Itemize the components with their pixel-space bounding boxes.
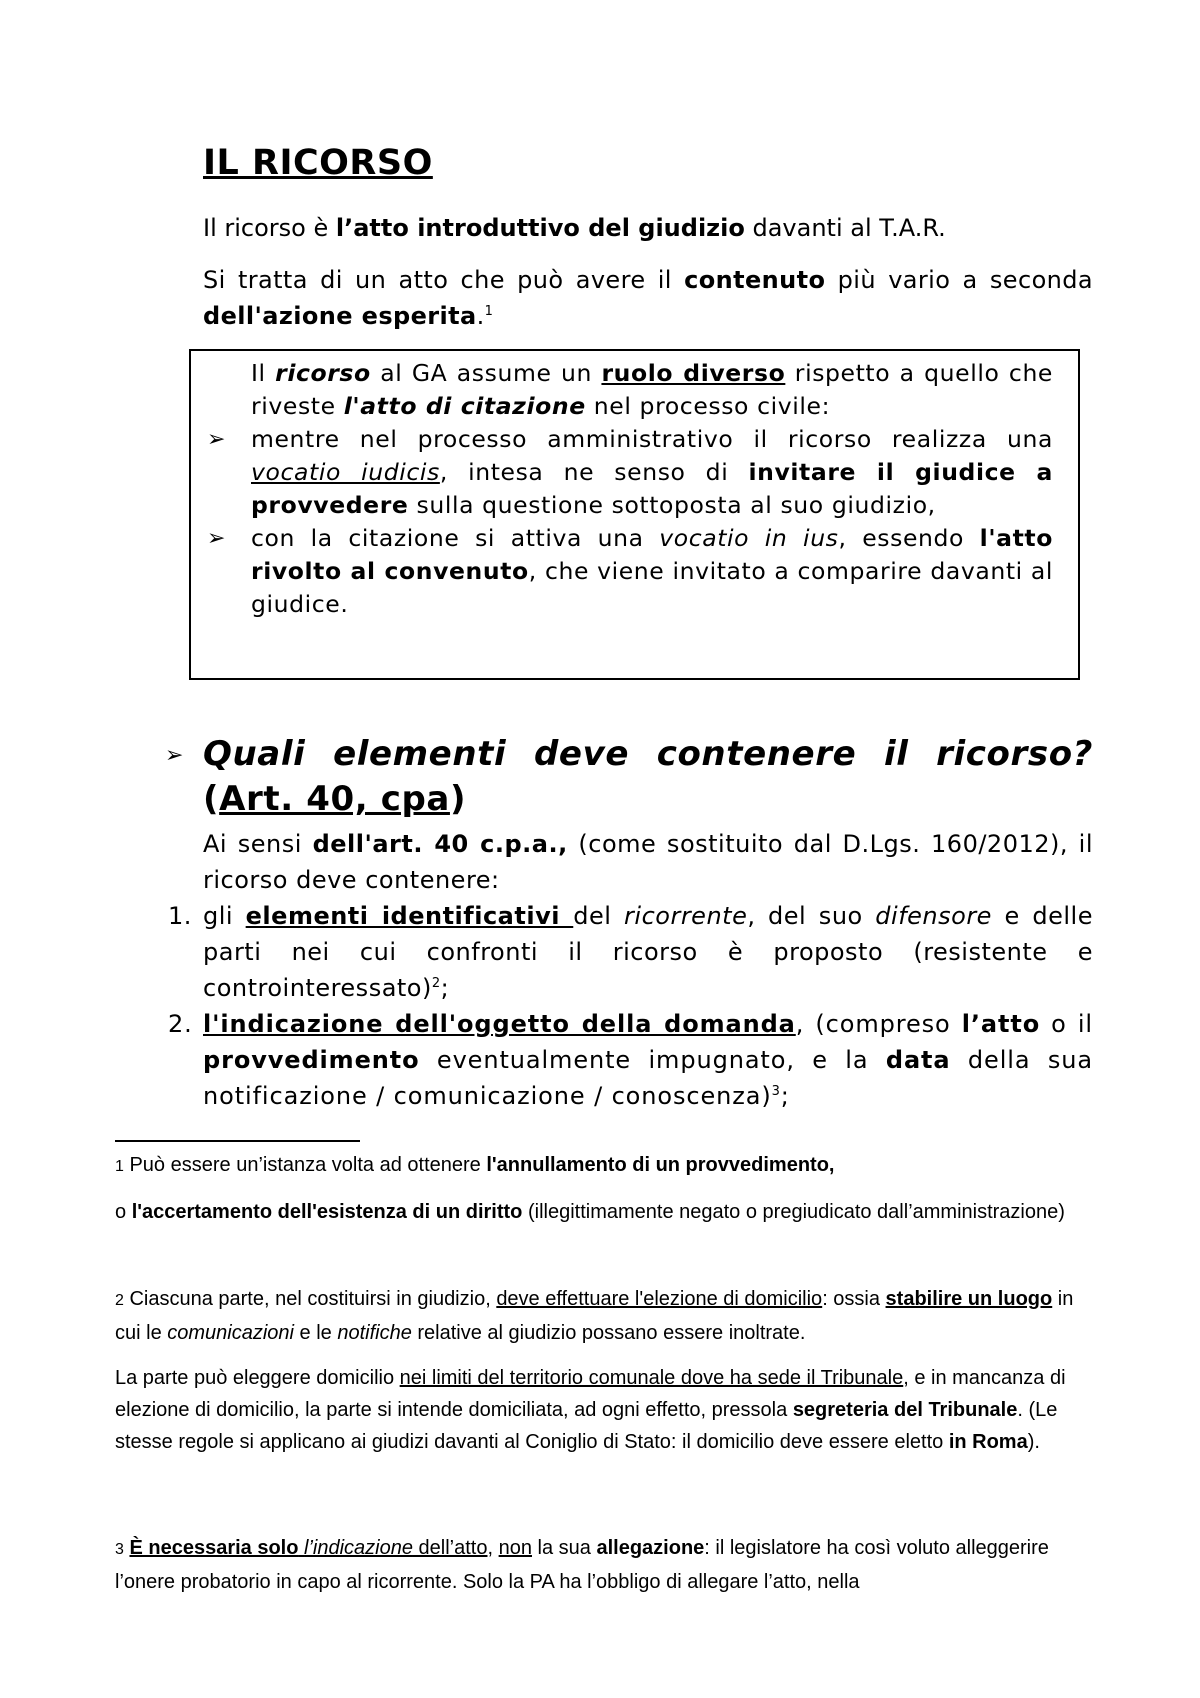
list-item: 2. l'indicazione dell'oggetto della domanda, (compreso l’atto o il provvedimento eventualmente impugnato, e la data della sua notificazione / comunicazione / conoscenza)$^3$; — [168, 1010, 1093, 1110]
arrow-bullet-icon: ➢ — [165, 743, 184, 768]
box-bullet-item: ➢ con la citazione si attiva una vocatio in ius, essendo l'atto rivolto al convenuto, che viene invitato a comparire davanti al giudice. — [207, 524, 1054, 618]
highlight-box — [189, 349, 1080, 680]
arrow-bullet-icon: ➢ — [207, 427, 227, 452]
box-bullet-item: ➢ mentre nel processo amministrativo il ricorso realizza una vocatio iudicis, intesa ne senso di invitare il giudice a provvedere sulla questione sottoposta al suo giudizio, — [207, 425, 1053, 519]
footnote-ref[interactable]: 1 — [484, 304, 494, 319]
footnote-2: 2 Ciascuna parte, nel costituirsi in giudizio, deve effettuare l'elezione di domicilio: ossia stabilire un luogo in cui le comunicazioni e le notifiche relative al giudizio possano essere inoltrate. — [115, 1288, 1074, 1344]
footnote-1-continued: o l'accertamento dell'esistenza di un diritto (illegittimamente negato o pregiudicato dall’amministrazione) — [115, 1201, 1065, 1223]
footnote-1: 1 Può essere un’istanza volta ad ottenere l'annullamento di un provvedimento, — [115, 1154, 835, 1176]
footnote-ref[interactable]: 2 — [431, 976, 441, 991]
box-paragraph: Il ricorso al GA assume un ruolo diverso rispetto a quello che riveste l'atto di citazione nel processo civile: — [251, 359, 1053, 420]
footnote-ref[interactable]: 3 — [771, 1084, 781, 1099]
footnote-3: 3 È necessaria solo l’indicazione dell’atto, non la sua allegazione: il legislatore ha così voluto alleggerire l’onere probatorio in capo al ricorrente. Solo la PA ha l’obbligo di allegare l’atto, nella — [115, 1537, 1049, 1593]
footnote-2-continued: La parte può eleggere domicilio nei limiti del territorio comunale dove ha sede il Tribunale, e in mancanza di elezione di domicilio, la parte si intende domiciliata, ad ogni effetto, pressola segreteria del Tribunale. (Le stesse regole si applicano ai giudizi davanti al Coniglio di Stato: il domicilio deve essere eletto in Roma). — [115, 1367, 1066, 1453]
list-item: 1. gli elementi identificativi del ricorrente, del suo difensore e delle parti nei cui confronti il ricorso è proposto (resistente e controinteressato)$^2$; — [168, 902, 1093, 1002]
footnote-separator — [115, 1140, 360, 1142]
content-paragraph: Si tratta di un atto che può avere il contenuto più vario a seconda dell'azione esperita.$^1$ — [203, 266, 1094, 330]
requirements-list — [168, 898, 1093, 1114]
document-page: IL RICORSO Il ricorso è l’atto introduttivo del giudizio davanti al T.A.R. Si tratta di un atto che può avere il contenuto più vario a seconda dell'azione esperita.$^1$ Il ricorso al GA assume un ruolo diverso rispetto a quello che riveste l'atto di citazione nel processo civile: ➢ mentre nel processo amministrativo il ricorso realizza una vocatio iudicis, intesa ne senso di invitare il giudice a provvedere sulla questione sottoposta al suo giudizio, ➢ con la citazione si attiva una vocatio in ius, essendo l'atto rivolto al convenuto, che viene invitato a comparire davanti al giudice. ➢ Quali elementi deve contenere il ricorso? (Art. 40, cpa) Ai sensi dell'art. 40 c.p.a., (come sostituito dal D.Lgs. 160/2012), il ricorso deve contenere: 1. gli elementi identificativi del ricorrente, del suo difensore e delle parti nei cui confronti il ricorso è proposto (resistente e controinteressato)$^2$; 2. l'indicazione dell'oggetto della domanda, (compreso l’atto o il provvedimento eventualmente impugnato, e la data della sua notificazione / comunicazione / conoscenza)$^3$; 1 Può essere un’istanza volta ad ottenere l'annullamento di un provvedimento, o l'accertamento dell'esistenza di un diritto (illegittimamente negato o pregiudicato dall’amministrazione) 2 Ciascuna parte, nel costituirsi in giudizio, deve effettuare l'elezione di domicilio: ossia stabilire un luogo in cui le comunicazioni e le notifiche relative al giudizio possano essere inoltrate. La parte può eleggere domicilio nei limiti del territorio comunale dove ha sede il Tribunale, e in mancanza di elezione di domicilio, la parte si intende domiciliata, ad ogni effetto, pressola segreteria del Tribunale. (Le stesse regole si applicano ai giudizi davanti al Coniglio di Stato: il domicilio deve essere eletto in Roma). 3 È necessaria solo l’indicazione dell’atto, non la sua allegazione: il legislatore ha così voluto alleggerire l’onere probatorio in capo al ricorrente. Solo la PA ha l’obbligo di allegare l’atto, nella — [0, 0, 1200, 1698]
section-intro: Ai sensi dell'art. 40 c.p.a., (come sostituito dal D.Lgs. 160/2012), il ricorso deve contenere: — [203, 830, 1094, 894]
intro-paragraph: Il ricorso è l’atto introduttivo del giudizio davanti al T.A.R. — [203, 214, 946, 242]
page-title: IL RICORSO — [203, 143, 433, 183]
arrow-bullet-icon: ➢ — [207, 526, 227, 551]
